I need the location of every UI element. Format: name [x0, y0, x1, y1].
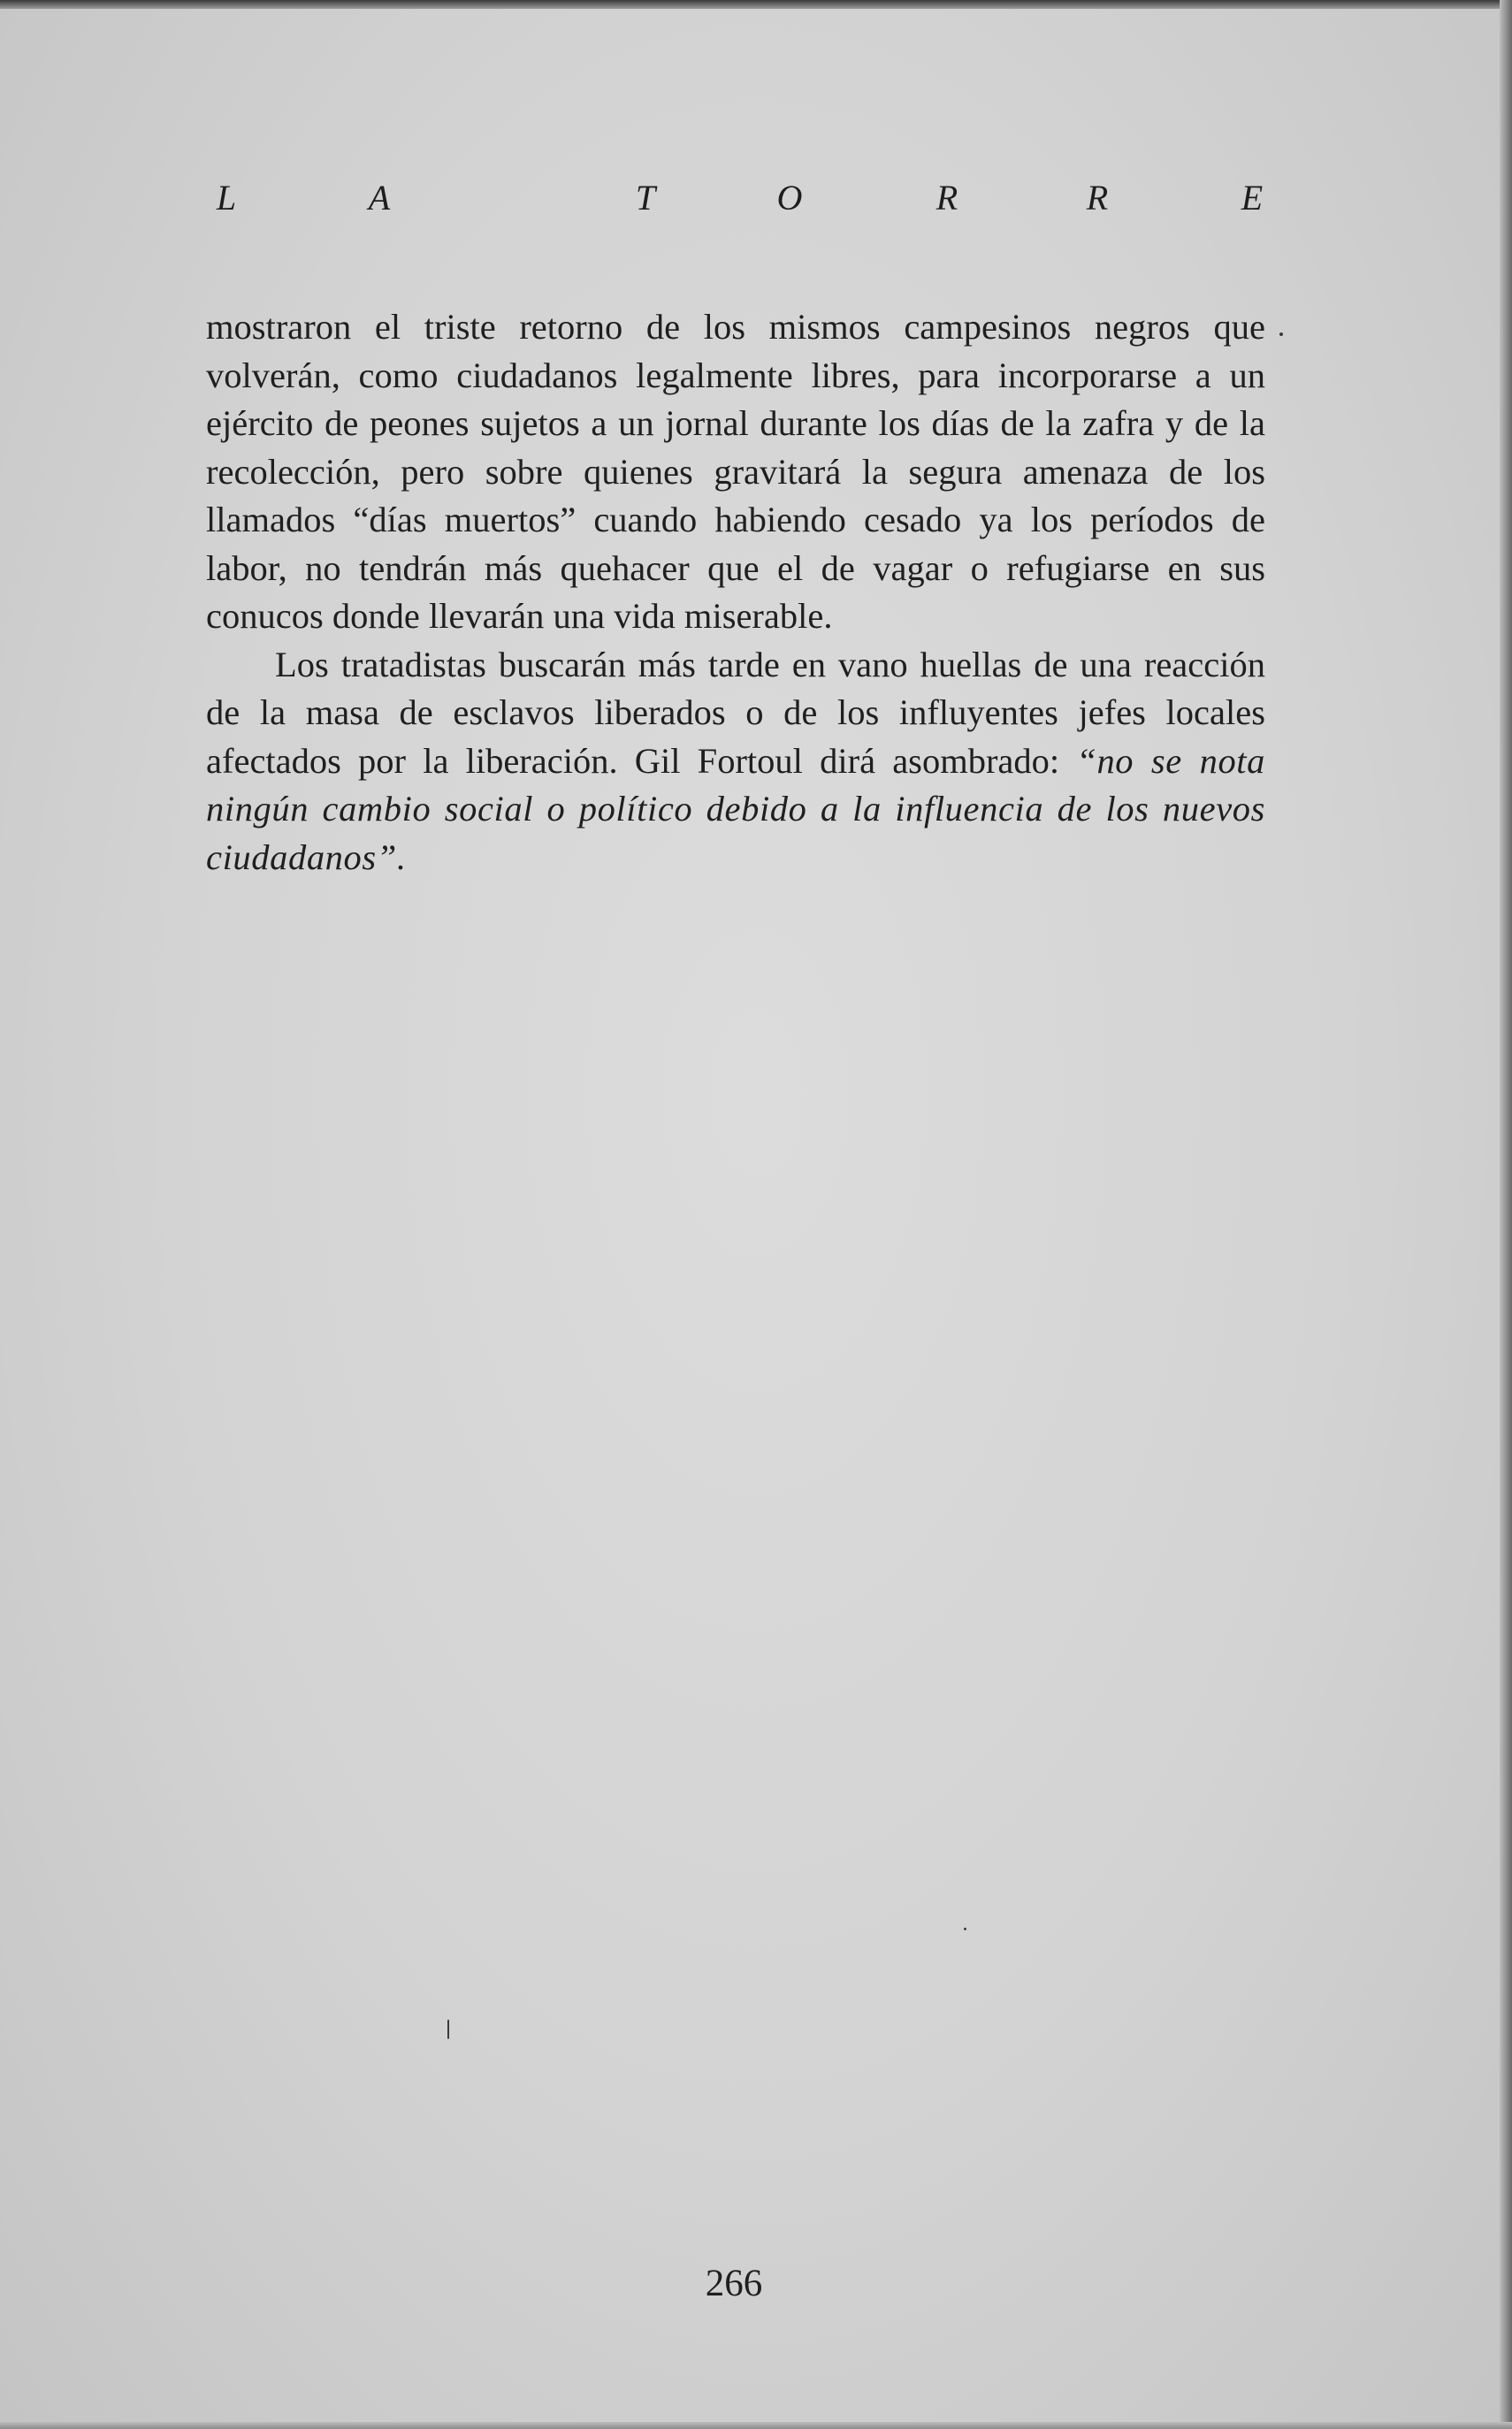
running-head-letter: R [1086, 178, 1109, 218]
running-head-letter: E [1241, 178, 1264, 218]
running-head-letter: L [216, 178, 237, 218]
paragraph: mostraron el triste retorno de los mismos campesinos negros que volverán, como ciudadanos legalmente libres, para incorporarse a un ejército de peones sujetos a un jornal durante los días de la zafra y de la recolección, pero sobre quienes gravitará la segura amenaza de los llamados “días muertos” cuando habiendo cesado ya los períodos de labor, no tendrán más quehacer que el de vagar o refugiarse en sus conucos donde llevarán una vida miserable. [206, 307, 1265, 636]
scan-bottom-edge [0, 2422, 1512, 2429]
scan-right-edge [1500, 0, 1512, 2429]
paragraph [206, 641, 1265, 882]
scan-top-edge [0, 0, 1512, 9]
paper-speck [964, 1928, 966, 1930]
running-head-letter: A [368, 178, 391, 218]
body-text [206, 303, 1265, 882]
italic-quotation: “no se nota ningún cambio social o político debido a la influencia de los nuevos ciudadanos”. [206, 740, 1265, 877]
paragraph-text: Los tratadistas buscarán más tarde en vano huellas de una reacción de la masa de esclavos liberados o de los influyentes jefes locales afectados por la liberación. Gil Fortoul dirá asombrado: [206, 644, 1265, 781]
running-head-letter: T [635, 178, 656, 218]
page-number: 266 [705, 2263, 763, 2304]
running-head [209, 177, 1270, 230]
paper-speck [447, 2020, 449, 2039]
running-head-letter: R [935, 178, 958, 218]
running-head-letter: O [776, 178, 803, 218]
paper-speck [1279, 332, 1283, 336]
